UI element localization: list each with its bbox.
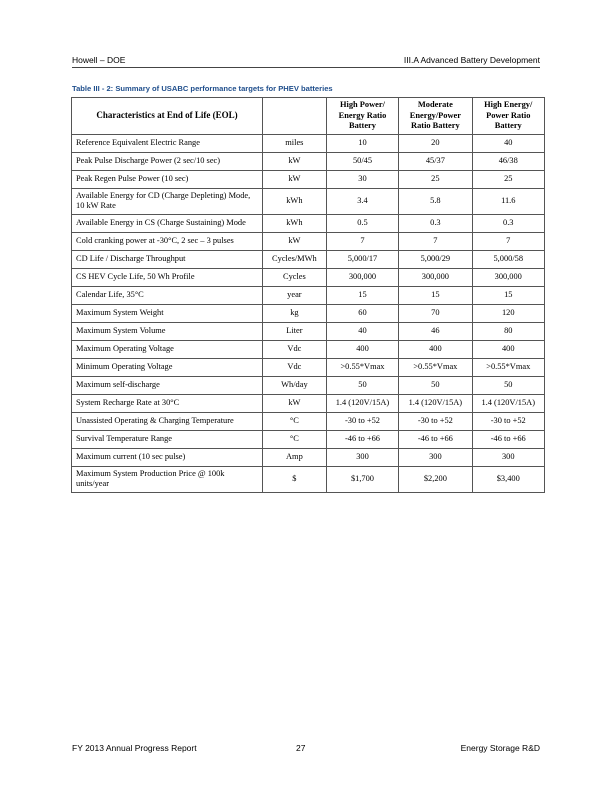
cell-high-energy: 7 [472,232,545,250]
cell-unit: Cycles/MWh [263,250,327,268]
table-row [72,152,545,170]
cell-moderate: 0.3 [399,214,472,232]
cell-moderate: -30 to +52 [399,412,472,430]
table-caption: Table III - 2: Summary of USABC performance targets for PHEV batteries [72,84,333,93]
cell-high-energy: 15 [472,286,545,304]
cell-high-energy: 50 [472,376,545,394]
table-row [72,286,545,304]
table-row [72,134,545,152]
cell-characteristic: Maximum System Volume [72,322,263,340]
cell-high-power: 10 [326,134,398,152]
cell-moderate: 50 [399,376,472,394]
header-moderate: Moderate Energy/Power Ratio Battery [399,98,472,135]
cell-high-power: 15 [326,286,398,304]
table-row [72,304,545,322]
cell-high-energy: 80 [472,322,545,340]
cell-high-power: 30 [326,170,398,188]
table-row [72,232,545,250]
cell-high-energy: 40 [472,134,545,152]
cell-high-power: 300,000 [326,268,398,286]
cell-moderate: $2,200 [399,466,472,492]
cell-high-power: 5,000/17 [326,250,398,268]
cell-moderate: 7 [399,232,472,250]
table-row [72,412,545,430]
cell-characteristic: Peak Regen Pulse Power (10 sec) [72,170,263,188]
cell-characteristic: Reference Equivalent Electric Range [72,134,263,152]
cell-unit: Amp [263,448,327,466]
cell-high-power: 40 [326,322,398,340]
cell-unit: Vdc [263,340,327,358]
cell-unit: kW [263,152,327,170]
cell-high-energy: 25 [472,170,545,188]
cell-unit: Vdc [263,358,327,376]
cell-characteristic: Maximum current (10 sec pulse) [72,448,263,466]
cell-moderate: 70 [399,304,472,322]
cell-characteristic: Unassisted Operating & Charging Temperature [72,412,263,430]
table-row [72,170,545,188]
table-row [72,340,545,358]
cell-characteristic: Peak Pulse Discharge Power (2 sec/10 sec) [72,152,263,170]
table-row [72,376,545,394]
cell-moderate: 1.4 (120V/15A) [399,394,472,412]
cell-high-energy: 46/38 [472,152,545,170]
cell-high-energy: 5,000/58 [472,250,545,268]
header-high-power: High Power/ Energy Ratio Battery [326,98,398,135]
cell-characteristic: Available Energy in CS (Charge Sustaining) Mode [72,214,263,232]
cell-high-power: -30 to +52 [326,412,398,430]
cell-high-power: 3.4 [326,188,398,214]
cell-characteristic: Minimum Operating Voltage [72,358,263,376]
table-header-row [72,98,545,135]
cell-moderate: 15 [399,286,472,304]
cell-high-energy: 1.4 (120V/15A) [472,394,545,412]
cell-moderate: 400 [399,340,472,358]
performance-targets-table [71,97,545,493]
cell-moderate: 20 [399,134,472,152]
cell-unit: Cycles [263,268,327,286]
cell-unit: kW [263,394,327,412]
table-row [72,358,545,376]
cell-characteristic: System Recharge Rate at 30°C [72,394,263,412]
cell-high-energy: >0.55*Vmax [472,358,545,376]
cell-characteristic: Maximum Operating Voltage [72,340,263,358]
cell-moderate: 45/37 [399,152,472,170]
cell-unit: Liter [263,322,327,340]
cell-high-power: 1.4 (120V/15A) [326,394,398,412]
cell-unit: year [263,286,327,304]
cell-characteristic: Survival Temperature Range [72,430,263,448]
cell-characteristic: Maximum self-discharge [72,376,263,394]
cell-high-energy: -30 to +52 [472,412,545,430]
cell-moderate: 300,000 [399,268,472,286]
table-row [72,188,545,214]
table-row [72,268,545,286]
footer-section: Energy Storage R&D [460,743,540,753]
cell-high-power: 50 [326,376,398,394]
cell-moderate: 300 [399,448,472,466]
table-body [72,134,545,492]
cell-high-energy: 11.6 [472,188,545,214]
cell-unit: $ [263,466,327,492]
cell-characteristic: CS HEV Cycle Life, 50 Wh Profile [72,268,263,286]
table-row [72,322,545,340]
cell-moderate: 5.8 [399,188,472,214]
table-row [72,466,545,492]
cell-moderate: >0.55*Vmax [399,358,472,376]
cell-high-energy: $3,400 [472,466,545,492]
header-high-energy: High Energy/ Power Ratio Battery [472,98,545,135]
table-row [72,394,545,412]
cell-high-energy: -46 to +66 [472,430,545,448]
table-row [72,250,545,268]
table-row [72,214,545,232]
cell-characteristic: Available Energy for CD (Charge Depleting) Mode, 10 kW Rate [72,188,263,214]
cell-moderate: -46 to +66 [399,430,472,448]
cell-high-power: >0.55*Vmax [326,358,398,376]
cell-unit: °C [263,430,327,448]
cell-unit: kg [263,304,327,322]
cell-high-power: 50/45 [326,152,398,170]
cell-high-energy: 0.3 [472,214,545,232]
cell-characteristic: Maximum System Production Price @ 100k units/year [72,466,263,492]
cell-high-energy: 300,000 [472,268,545,286]
cell-high-power: 0.5 [326,214,398,232]
cell-moderate: 5,000/29 [399,250,472,268]
cell-high-power: -46 to +66 [326,430,398,448]
running-header-author: Howell – DOE [72,55,126,65]
table-row [72,448,545,466]
header-unit [263,98,327,135]
cell-unit: kWh [263,188,327,214]
cell-characteristic: CD Life / Discharge Throughput [72,250,263,268]
cell-unit: kW [263,232,327,250]
cell-high-energy: 120 [472,304,545,322]
page-number: 27 [296,743,306,753]
cell-high-power: 7 [326,232,398,250]
cell-high-power: 300 [326,448,398,466]
cell-unit: miles [263,134,327,152]
cell-characteristic: Calendar Life, 35°C [72,286,263,304]
cell-moderate: 25 [399,170,472,188]
footer-report-title: FY 2013 Annual Progress Report [72,743,197,753]
table-row [72,430,545,448]
header-divider [72,67,540,68]
cell-high-energy: 300 [472,448,545,466]
cell-moderate: 46 [399,322,472,340]
cell-unit: Wh/day [263,376,327,394]
cell-high-power: $1,700 [326,466,398,492]
cell-characteristic: Maximum System Weight [72,304,263,322]
header-characteristic: Characteristics at End of Life (EOL) [72,98,263,135]
cell-high-power: 400 [326,340,398,358]
running-header-section: III.A Advanced Battery Development [403,55,540,65]
cell-high-power: 60 [326,304,398,322]
cell-characteristic: Cold cranking power at -30°C, 2 sec – 3 pulses [72,232,263,250]
cell-high-energy: 400 [472,340,545,358]
cell-unit: kWh [263,214,327,232]
cell-unit: kW [263,170,327,188]
cell-unit: °C [263,412,327,430]
